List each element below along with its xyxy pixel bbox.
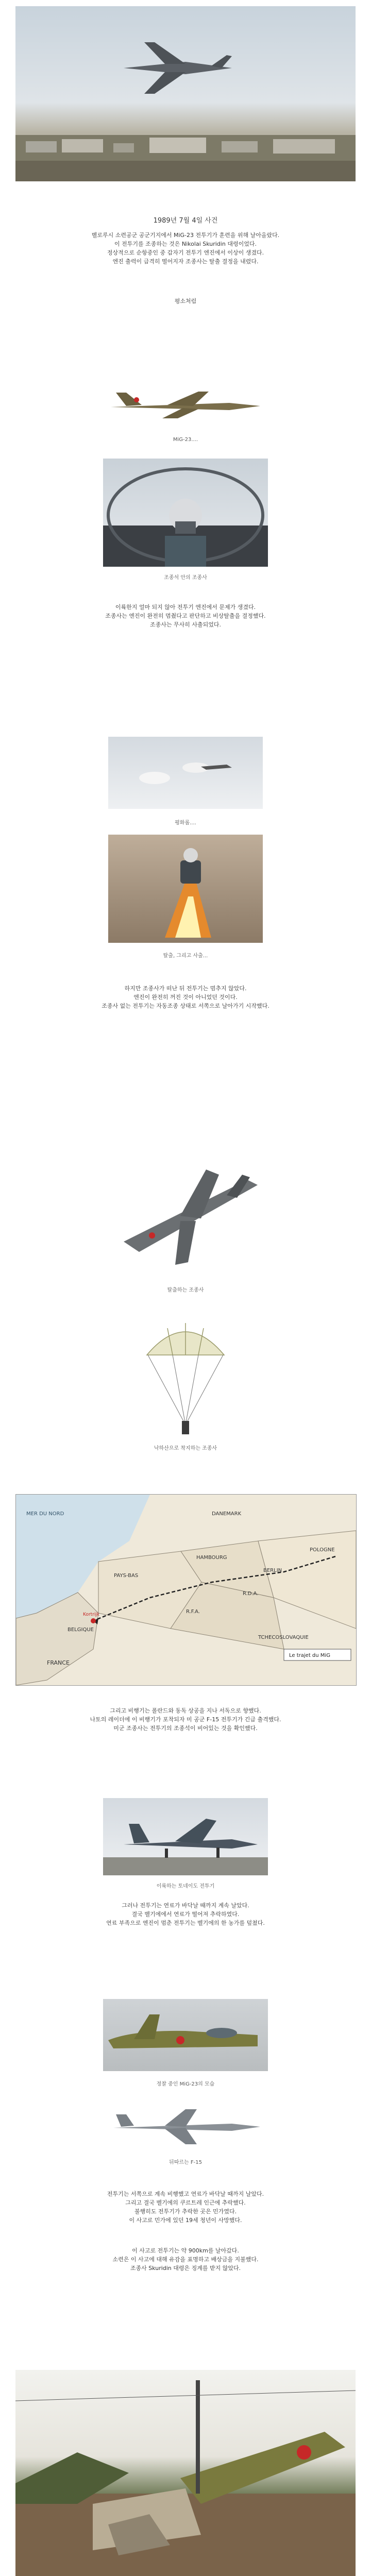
photo-cockpit	[103, 459, 268, 567]
map-label-rda: R.D.A.	[243, 1591, 259, 1597]
para7-line: 소련은 이 사고에 대해 유감을 표명하고 배상금을 지불했다.	[112, 2256, 259, 2263]
para4-line: 나토의 레이더에 이 비행기가 포착되자 미 공군 F-15 전투기가 긴급 출격했다.	[90, 1716, 281, 1723]
para2-line: 조종사는 무사히 사출되었다.	[149, 621, 221, 628]
map-label-czechoslovakia: TCHECOSLOVAQUIE	[258, 1635, 309, 1640]
map-label-denmark: DANEMARK	[212, 1511, 242, 1517]
photo-smoke-sky	[108, 737, 263, 809]
para6-line: 불행히도 전투기가 추락한 곳은 민가였다.	[134, 2208, 237, 2215]
photo-f15	[108, 2102, 263, 2148]
para5-line: 그러나 전투기는 연료가 바닥날 때까지 계속 날았다.	[122, 1902, 249, 1909]
photo-mig23-profile	[106, 381, 265, 428]
photo-mig-side-green	[103, 1999, 268, 2071]
caption-mig23: MiG-23....	[173, 437, 198, 443]
photo-mig-banking	[103, 1139, 273, 1278]
mig-over-airfield-illustration	[15, 6, 356, 181]
caption-peaceful: 평화롭....	[175, 820, 196, 826]
intro-line: 벨로루시 소련공군 공군기지에서 MiG-23 전투기가 훈련을 위해 날아올랐다.	[91, 232, 280, 239]
caption-ejection: 탈출, 그리고 사출...	[163, 953, 208, 959]
caption-tornado: 이륙하는 토네이도 전투기	[156, 1884, 215, 1889]
map-label-kortrijk: Kortrijk	[83, 1612, 100, 1617]
map-label-belgium: BELGIQUE	[68, 1627, 94, 1633]
para6-line: 전투기는 서쪽으로 계속 비행했고 연료가 바닥날 때까지 날았다.	[107, 2191, 264, 2197]
mig-banking-illustration	[103, 1139, 273, 1278]
paragraph-6	[0, 2190, 371, 2225]
paragraph-5	[0, 1901, 371, 1927]
paragraph-2	[0, 603, 371, 629]
para3-line: 조종사 없는 전투기는 자동조종 상태로 서쪽으로 날아가기 시작했다.	[102, 1003, 269, 1009]
para6-line: 이 사고로 민가에 있던 19세 청년이 사망했다.	[129, 2217, 242, 2224]
intro-note: 평소처럼	[174, 298, 197, 304]
paragraph-4	[0, 1706, 371, 1733]
para4-line: 그리고 비행기는 폴란드와 동독 상공을 지나 서독으로 향했다.	[110, 1707, 261, 1714]
para7-line: 이 사고로 전투기는 약 900km를 날아갔다.	[132, 2247, 239, 2254]
paragraph-7	[0, 2246, 371, 2273]
ejection-illustration	[108, 835, 263, 943]
intro-paragraph	[0, 231, 371, 266]
map-label-france: FRANCE	[47, 1659, 70, 1666]
photo-ejection	[108, 835, 263, 943]
map-label-sea: MER DU NORD	[26, 1511, 64, 1517]
crash-site-1-illustration	[15, 2370, 356, 2576]
map-title: Le trajet du MiG	[289, 1653, 330, 1658]
map-label-netherlands: PAYS-BAS	[114, 1573, 139, 1579]
para5-line: 결국 벨기에에서 연료가 떨어져 추락하였다.	[131, 1911, 240, 1918]
caption-f15: 뒤따르는 F-15	[169, 2160, 202, 2165]
photo-mig-over-airfield	[15, 6, 356, 181]
para6-line: 그리고 결국 벨기에의 쿠르트레 인근에 추락했다.	[125, 2199, 246, 2206]
cockpit-illustration	[103, 459, 268, 567]
para5-line: 연료 부족으로 엔진이 멈춘 전투기는 벨기에의 한 농가를 덮쳤다.	[106, 1920, 265, 1926]
f15-illustration	[108, 2102, 263, 2148]
route-map	[15, 1494, 357, 1686]
photo-tornado-jet	[103, 1798, 268, 1875]
caption-cockpit: 조종석 안의 조종사	[164, 575, 207, 581]
smoke-sky-illustration	[108, 737, 263, 809]
intro-line: 이 전투기를 조종하는 것은 Nikolai Skuridin 대령이었다.	[114, 241, 257, 247]
para7-line: 조종사 Skuridin 대령은 징계를 받지 않았다.	[130, 2265, 241, 2272]
para2-line: 이륙한지 얼마 되지 않아 전투기 엔진에서 문제가 생겼다.	[115, 604, 256, 611]
para3-line: 엔진이 완전히 꺼진 것이 아니었던 것이다.	[133, 994, 238, 1001]
caption-mig-banking: 탈출하는 조종사	[167, 1287, 204, 1293]
paragraph-3	[0, 984, 371, 1010]
para4-line: 미군 조종사는 전투기의 조종석이 비어있는 것을 확인했다.	[113, 1725, 258, 1732]
parachute-illustration	[142, 1319, 229, 1437]
mig-side-illustration	[103, 1999, 268, 2071]
mig23-profile-illustration	[106, 381, 265, 428]
map-label-hamburg: HAMBOURG	[196, 1555, 227, 1561]
intro-line: 엔진 출력이 급격히 떨어지자 조종사는 탈출 결정을 내렸다.	[112, 258, 259, 265]
map-label-berlin: BERLIN	[263, 1568, 282, 1573]
caption-parachute: 낙하산으로 착지하는 조종사	[154, 1446, 217, 1451]
intro-line: 정상적으로 순항중인 중 갑자기 전투기 엔진에서 이상이 생겼다.	[107, 249, 264, 256]
caption-mig-side: 정찰 중인 MiG-23의 모습	[156, 2081, 215, 2087]
photo-parachute	[142, 1319, 229, 1437]
photo-crash-site-1	[15, 2370, 356, 2576]
tornado-illustration	[103, 1798, 268, 1875]
map-label-poland: POLOGNE	[310, 1547, 335, 1553]
map-label-rfa: R.F.A.	[186, 1609, 200, 1615]
article-heading: 1989년 7월 4일 사건	[153, 217, 218, 225]
route-map-illustration	[16, 1495, 356, 1685]
para3-line: 하지만 조종사가 떠난 뒤 전투기는 멈추지 않았다.	[124, 985, 247, 992]
para2-line: 조종사는 엔진이 완전히 멈췄다고 판단하고 비상탈출을 결정했다.	[105, 613, 266, 619]
